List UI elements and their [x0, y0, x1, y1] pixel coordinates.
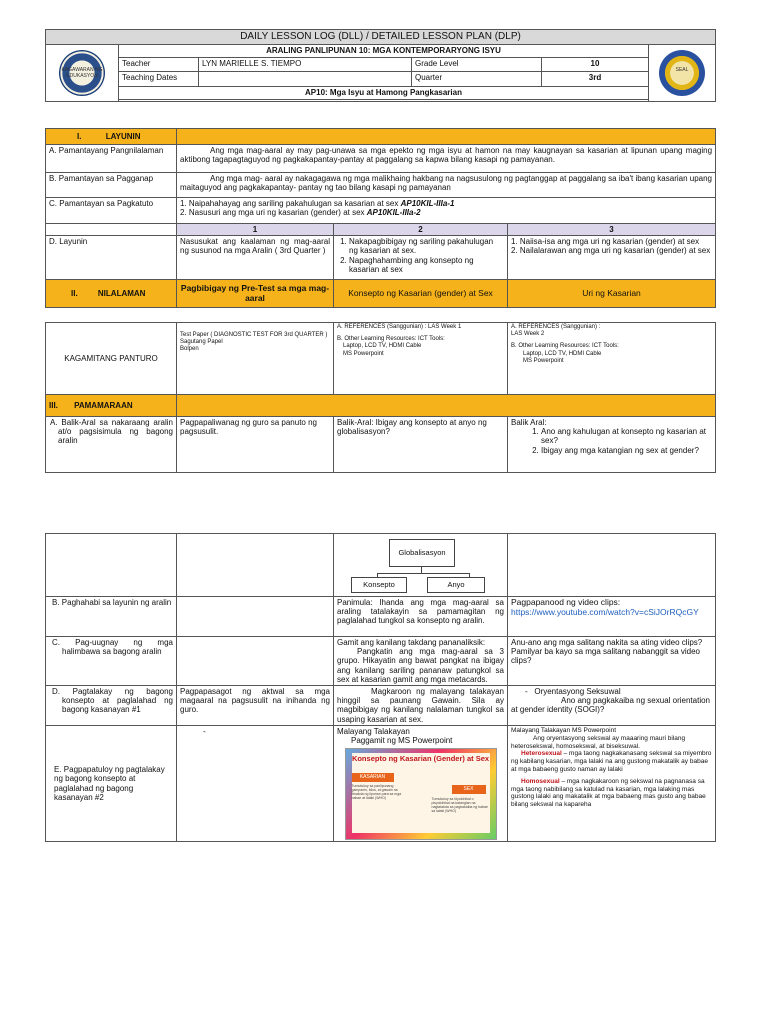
- school-seal-icon: SEAL: [659, 50, 705, 96]
- layunin-table: [45, 128, 716, 308]
- pag-uugnay-label: C. Pag-uugnay ng mga halimbawa sa bagong aralin: [46, 637, 177, 686]
- subject-title: ARALING PANLIPUNAN 10: MGA KONTEMPORARYONG ISYU: [119, 45, 649, 58]
- pagtalakay-2-day-3: Malayang Talakayan MS Powerpoint Ang oryentasyong sekswal ay maaaring mauri bilang heterosekswal, homosekswal, at biseksuwal. Heterosexual – mga taong nagkakanasang sekswal sa miyembro ng kabilang kasarian, mga lalaki na ang gustong makatalik ay babae at mga babaeng gusto naman ay lalaki Homosexual – mga nagkakaroon ng sekswal na pagnanasa sa mga taong nabibilang sa katulad na kasarian, mga lalaking mas gustong lalaki ang makatalik at mga babaeng mas gusto ang babae bilang sekswal na kapareha: [508, 725, 716, 841]
- pagtalakay-1-day-3: - Oryentasyong Seksuwal Ano ang pagkakaiba ng sexual orientation at gender identity (SOGI)?: [508, 685, 716, 725]
- competency-code-2: AP10KIL-IIIa-2: [366, 208, 421, 218]
- pamamaraan-heading-fill: [177, 395, 716, 417]
- globalisasyon-diagram: [337, 535, 504, 595]
- blank-day-1-cell: [177, 534, 334, 597]
- balik-aral-day-3: Balik Aral: 1. Ano ang kahulugan at konsepto ng kasarian at sex? 2. Ibigay ang mga katangian ng sex at gender?: [508, 417, 716, 473]
- layunin-d-label: D. Layunin: [46, 236, 177, 280]
- day-3-header: 3: [508, 224, 716, 236]
- kagamitan-table: [45, 322, 716, 473]
- pagtalakay-2-label: E. Pagpapatuloy ng pagtalakay ng bagong konsepto at paglalahad ng bagong kasanayan #2: [46, 725, 177, 841]
- pag-uugnay-day-2: Gamit ang kanilang takdang pananaliksik: Pangkatin ang mga mag-aaral sa 3 grupo. Hikayatin ang bawat pangkat na ibigay ang kanilang sariling pananaw patungkol sa sex at kasarian gamit ang mga metacards.: [334, 637, 508, 686]
- video-link[interactable]: https://www.youtube.com/watch?v=cSiJOrRQcGY: [511, 606, 699, 617]
- paghahabi-label: B. Paghahabi sa layunin ng aralin: [46, 597, 177, 637]
- powerpoint-slide-thumbnail: Konsepto ng Kasarian (Gender) at Sex KASARIAN SEX Tumutukoy sa panlipunang gampanin, kilos, at gawain na itinakda ng lipunan para sa mga babae at lalaki (WHO) Tumutukoy sa biyolohikal o pisyolohikal na katangian na nagtatakda sa pagkakaiba ng babae sa lalaki (WHO): [345, 748, 497, 840]
- pagtalakay-1-day-1: Pagpapasagot ng aktwal sa mga magaaral na pagsusulit na inihanda ng guro.: [177, 685, 334, 725]
- pamantayan-sa-pagganap-text: Ang mga mag- aaral ay nakagagawa ng mga malikhaing hakbang na nagsusulong ng pagtanggap at paggalang sa iba't ibang kasarian upang maitaguyod ang pagkakapantay- pantay ng tao bilang kasapi ng pamayanan: [177, 173, 716, 198]
- layunin-day-1: Nasusukat ang kaalaman ng mag-aaral ng susunod na mga Aralin ( 3rd Quarter ): [177, 236, 334, 280]
- balik-aral-label: A. Balik-Aral sa nakaraang aralin at/o pagsisimula ng bagong aralin: [46, 417, 177, 473]
- teacher-value: LYN MARIELLE S. TIEMPO: [199, 58, 412, 72]
- nilalaman-heading: II. NILALAMAN: [46, 280, 177, 308]
- school-seal-cell: [649, 45, 716, 102]
- paghahabi-day-2: Panimula: Ihanda ang mga mag-aaral sa araling tatalakayin sa pamamagitan ng paglalahad tungkol sa konsepto ng aralin.: [334, 597, 508, 637]
- kagamitan-day-1: Test Paper ( DIAGNOSTIC TEST FOR 3rd QUARTER ) Sagutang Papel Bolpen: [177, 323, 334, 395]
- pagtalakay-2-day-2: Malayang Talakayan Paggamit ng MS Powerpoint Konsepto ng Kasarian (Gender) at Sex KASARIAN SEX Tumutukoy sa panlipunang gampanin, kilos, at gawain na itinakda ng lipunan para sa mga babae at lalaki (WHO) Tumutukoy sa biyolohikal o pisyolohikal na katangian na nagtatakda sa pagkakaiba ng babae sa lalaki (WHO): [334, 725, 508, 841]
- pagtalakay-1-label: D. Pagtalakay ng bagong konsepto at paglalahad ng bagong kasanayan #1: [46, 685, 177, 725]
- grade-value: 10: [542, 58, 649, 72]
- page2-table: [45, 533, 716, 842]
- diagram-konsepto-box: Konsepto: [351, 577, 407, 593]
- pamamaraan-heading: III. PAMAMARAAN: [46, 395, 177, 417]
- layunin-heading: I. LAYUNIN: [46, 129, 177, 145]
- quarter-label: Quarter: [412, 72, 542, 86]
- kagamitan-day-2: A. REFERENCES (Sanggunian) : LAS Week 1 B. Other Learning Resources: ICT Tools: Laptop, LCD TV, HDMI Cable MS Powerpoint: [334, 323, 508, 395]
- nilalaman-day-1: Pagbibigay ng Pre-Test sa mga mag-aaral: [177, 280, 334, 308]
- nilalaman-day-2: Konsepto ng Kasarian (gender) at Sex: [334, 280, 508, 308]
- day-2-header: 2: [334, 224, 508, 236]
- pag-uugnay-day-3: Anu-ano ang mga salitang nakita sa ating video clips? Pamilyar ba kayo sa mga salitang nabanggit sa video clips?: [508, 637, 716, 686]
- teacher-label: Teacher: [119, 58, 199, 72]
- day-header-blank: [46, 224, 177, 236]
- pamantayang-pangnilalaman-text: Ang mga mag-aaral ay may pag-unawa sa mga epekto ng mga isyu at hamon na may kaugnayan sa kasarian at lipunan upang maging aktibong tagapagtaguyod ng pagkakapantay-pantay at paggalang sa kapwa bilang kasapi ng pamayanan.: [177, 145, 716, 173]
- kagamitang-panturo-label: KAGAMITANG PANTURO: [46, 323, 177, 395]
- layunin-heading-fill: [177, 129, 716, 145]
- pagtalakay-2-day-1: -: [177, 725, 334, 841]
- blank-label-cell: [46, 534, 177, 597]
- header-table: [45, 29, 716, 102]
- document-title: DAILY LESSON LOG (DLL) / DETAILED LESSON PLAN (DLP): [46, 30, 716, 45]
- competency-code-1: AP10KIL-IIIa-1: [400, 199, 455, 208]
- dates-value: [199, 72, 412, 86]
- nilalaman-day-3: Uri ng Kasarian: [508, 280, 716, 308]
- kagamitan-day-3: A. REFERENCES (Sanggunian) : LAS Week 2 B. Other Learning Resources: ICT Tools: Laptop, LCD TV, HDMI Cable MS Powerpoint: [508, 323, 716, 395]
- layunin-day-2: 1. Nakapagbibigay ng sariling pakahulugan ng kasarian at sex. 2. Napaghahambing ang konsepto ng kasarian at sex: [334, 236, 508, 280]
- concept-diagram-cell: [334, 534, 508, 597]
- pagtalakay-1-day-2: Magkaroon ng malayang talakayan hinggil sa paunang Gawain. Sila ay magbibigay ng kanilang nalalaman tungkol sa usaping kasarian at sex.: [334, 685, 508, 725]
- paghahabi-day-3: Pagpapanood ng video clips: https://www.youtube.com/watch?v=cSiJOrRQcGY: [508, 597, 716, 637]
- diagram-anyo-box: Anyo: [427, 577, 485, 593]
- deped-seal-icon: KAGAWARAN NG EDUKASYON: [59, 50, 105, 96]
- quarter-value: 3rd: [542, 72, 649, 86]
- pamantayang-pangnilalaman-label: A. Pamantayang Pangnilalaman: [46, 145, 177, 173]
- deped-seal-cell: [46, 45, 119, 102]
- layunin-day-3: 1. Naiisa-isa ang mga uri ng kasarian (gender) at sex 2. Nailalarawan ang mga uri ng kasarian (gender) at sex: [508, 236, 716, 280]
- blank-day-3-cell: [508, 534, 716, 597]
- pamantayan-sa-pagkatuto-text: 1. Naipahahayag ang sariling pakahulugan sa kasarian at sex AP10KIL-IIIa-1 2. Nasusuri ang mga uri ng kasarian (gender) at sex AP10KIL-IIIa-2: [177, 198, 716, 224]
- grade-label: Grade Level: [412, 58, 542, 72]
- pamantayan-sa-pagganap-label: B. Pamantayan sa Pagganap: [46, 173, 177, 198]
- topic-title: AP10: Mga Isyu at Hamong Pangkasarian: [119, 86, 649, 99]
- paghahabi-day-1: [177, 597, 334, 637]
- diagram-globalisasyon-box: Globalisasyon: [389, 539, 455, 567]
- pag-uugnay-day-1: [177, 637, 334, 686]
- day-1-header: 1: [177, 224, 334, 236]
- balik-aral-day-1: Pagpapaliwanag ng guro sa panuto ng pagsusulit.: [177, 417, 334, 473]
- balik-aral-day-2: Balik-Aral: Ibigay ang konsepto at anyo ng globalisasyon?: [334, 417, 508, 473]
- dates-label: Teaching Dates: [119, 72, 199, 86]
- pamantayan-sa-pagkatuto-label: C. Pamantayan sa Pagkatuto: [46, 198, 177, 224]
